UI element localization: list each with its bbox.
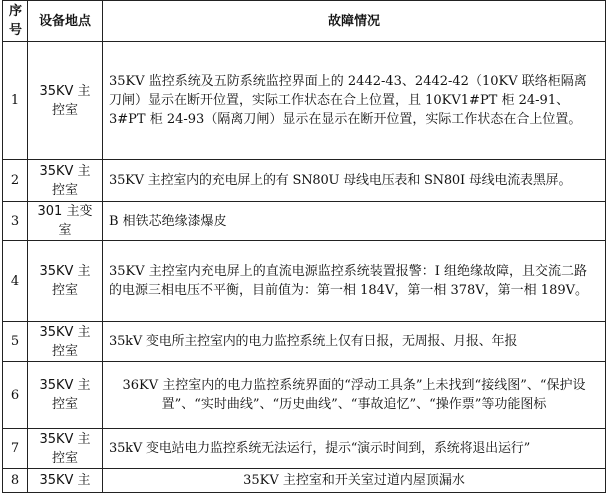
row-number: 8 bbox=[3, 469, 28, 493]
header-description: 故障情况 bbox=[103, 1, 606, 42]
row-description: 35KV 主控室内充电屏上的直流电源监控系统装置报警：I 组绝缘故障，且交流二路的电源三相电压不平衡，目前值为：第一相 184V，第一相 378V，第一相 189V。 bbox=[103, 241, 606, 322]
row-location: 35KV 主 控室 bbox=[28, 362, 103, 429]
header-serial-number bbox=[3, 1, 28, 42]
row-description: B 相铁芯绝缘漆爆皮 bbox=[103, 202, 606, 241]
row-number: 3 bbox=[3, 202, 28, 241]
header-location: 设备地点 bbox=[28, 1, 103, 42]
table-row bbox=[3, 160, 606, 202]
row-location: 35KV 主 bbox=[28, 469, 103, 493]
table-row bbox=[3, 202, 606, 241]
table-row bbox=[3, 322, 606, 362]
row-number: 1 bbox=[3, 42, 28, 160]
row-description: 35KV 监控系统及五防系统监控界面上的 2442-43、2442-42（10KV 联络柜隔离刀闸）显示在断开位置，实际工作状态在合上位置，且 10KV1#PT 柜 24-91、3#PT 柜 24-93（隔离刀闸）显示在显示在断开位置，实际工作状态在合上位置。 bbox=[103, 42, 606, 160]
header-row bbox=[3, 1, 606, 42]
row-location: 301 主变 室 bbox=[28, 202, 103, 241]
table-row bbox=[3, 429, 606, 469]
row-description: 35kV 变电所主控室内的电力监控系统上仅有日报，无周报、月报、年报 bbox=[103, 322, 606, 362]
row-number: 2 bbox=[3, 160, 28, 202]
table-row bbox=[3, 42, 606, 160]
header-serial-number-label: 序 号 bbox=[9, 4, 23, 38]
fault-table bbox=[2, 0, 606, 493]
row-number: 6 bbox=[3, 362, 28, 429]
row-description: 35kV 变电站电力监控系统无法运行，提示“演示时间到，系统将退出运行” bbox=[103, 429, 606, 469]
row-number: 4 bbox=[3, 241, 28, 322]
row-location: 35KV 主 控室 bbox=[28, 42, 103, 160]
table-row bbox=[3, 469, 606, 493]
row-location: 35KV 主 控室 bbox=[28, 241, 103, 322]
table-row bbox=[3, 241, 606, 322]
row-location: 35KV 主 控室 bbox=[28, 429, 103, 469]
row-description: 35KV 主控室和开关室过道内屋顶漏水 bbox=[103, 469, 606, 493]
row-location: 35KV 主 控室 bbox=[28, 322, 103, 362]
row-description: 36KV 主控室内的电力监控系统界面的“浮动工具条”上未找到“接线图”、“保护设置”、“实时曲线”、“历史曲线”、“事故追忆”、“操作票”等功能图标 bbox=[103, 362, 606, 429]
row-number: 7 bbox=[3, 429, 28, 469]
row-number: 5 bbox=[3, 322, 28, 362]
row-location: 35KV 主 控室 bbox=[28, 160, 103, 202]
table-row bbox=[3, 362, 606, 429]
row-description: 35KV 主控室内的充电屏上的有 SN80U 母线电压表和 SN80I 母线电流表黑屏。 bbox=[103, 160, 606, 202]
